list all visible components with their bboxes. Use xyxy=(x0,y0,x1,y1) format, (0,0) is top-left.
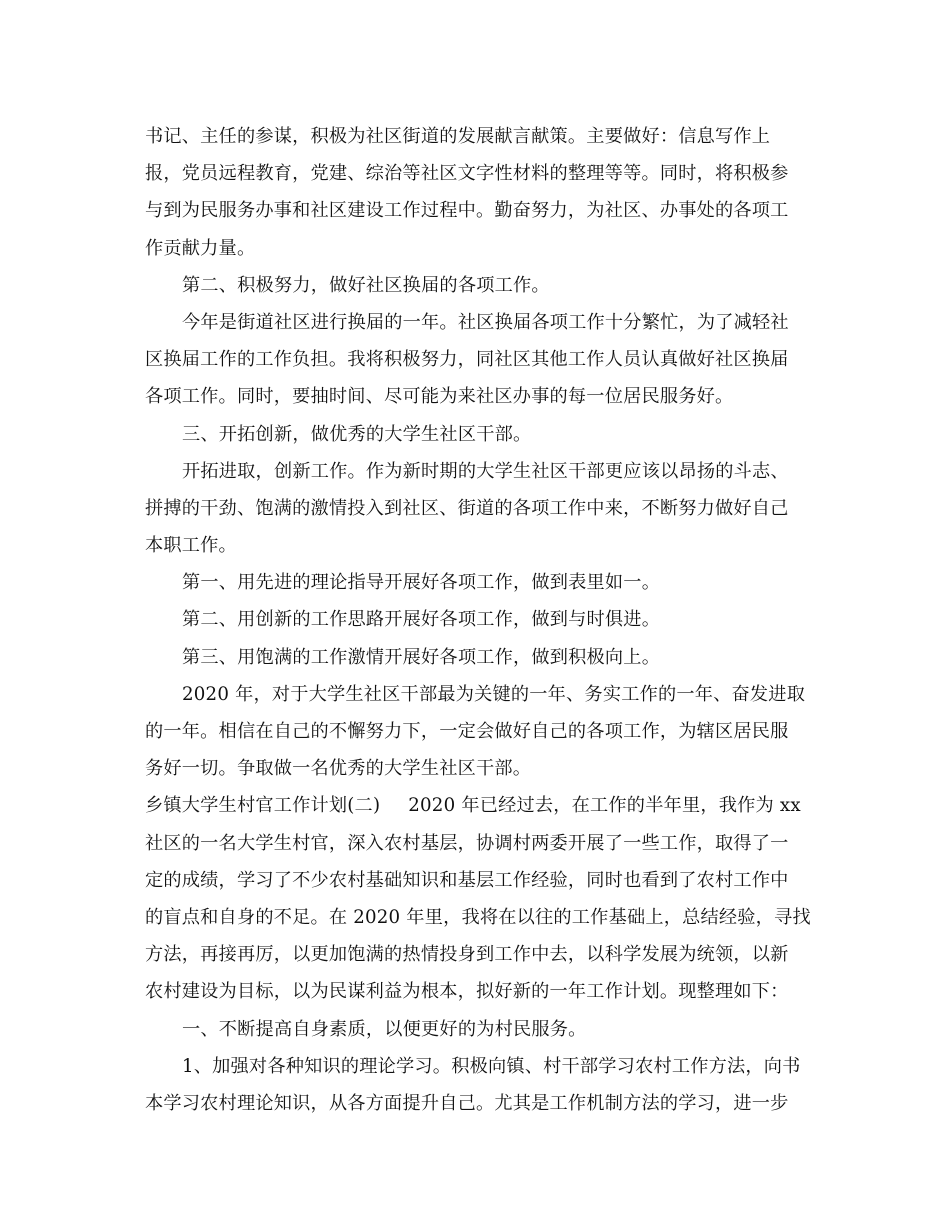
section-heading-line xyxy=(145,787,809,824)
text-line: 书记、主任的参谋，积极为社区街道的发展献言献策。主要做好：信息写作上 xyxy=(145,126,771,147)
text-line: 定的成绩，学习了不少农村基础知识和基层工作经验，同时也看到了农村工作中 xyxy=(145,869,789,891)
text-line: 一、不断提高自身素质，以便更好的为村民服务。 xyxy=(182,1018,587,1040)
text-line: 三、开拓创新，做优秀的大学生社区干部。 xyxy=(182,423,532,445)
section-first-line: 2020 年已经过去，在工作的半年里，我作为 xx xyxy=(408,795,801,817)
text-line: 开拓进取，创新工作。作为新时期的大学生社区干部更应该以昂扬的斗志、 xyxy=(182,460,789,482)
paragraph-group-part-two xyxy=(145,825,809,1123)
paragraph-group-part-one xyxy=(145,118,809,787)
text-line: 第二、积极努力，做好社区换届的各项工作。 xyxy=(182,274,550,296)
text-line: 1、加强对各种知识的理论学习。积极向镇、村干部学习农村工作方法，向书 xyxy=(182,1055,801,1077)
text-line: 第三、用饱满的工作激情开展好各项工作，做到积极向上。 xyxy=(182,646,661,668)
text-line: 今年是街道社区进行换届的一年。社区换届各项工作十分繁忙，为了减轻社 xyxy=(182,311,789,333)
text-line: 的一年。相信在自己的不懈努力下，一定会做好自己的各项工作，为辖区居民服 xyxy=(145,721,789,742)
text-line: 各项工作。同时，要抽时间、尽可能为来社区办事的每一位居民服务好。 xyxy=(145,386,734,408)
text-line: 第一、用先进的理论指导开展好各项工作，做到表里如一。 xyxy=(182,572,661,594)
text-line: 作贡献力量。 xyxy=(145,237,256,259)
section-title: 乡镇大学生村官工作计划(二) xyxy=(145,795,381,817)
text-line: 方法，再接再厉，以更加饱满的热情投身到工作中去，以科学发展为统领，以新 xyxy=(145,944,789,966)
text-line: 务好一切。争取做一名优秀的大学生社区干部。 xyxy=(145,758,532,780)
text-line: 区换届工作的工作负担。我将积极努力，同社区其他工作人员认真做好社区换届 xyxy=(145,349,789,371)
text-line: 本学习农村理论知识，从各方面提升自己。尤其是工作机制方法的学习，进一步 xyxy=(145,1092,789,1114)
document-body xyxy=(145,118,809,1122)
text-line: 与到为民服务办事和社区建设工作过程中。勤奋努力，为社区、办事处的各项工 xyxy=(145,200,789,222)
text-line: 第二、用创新的工作思路开展好各项工作，做到与时俱进。 xyxy=(182,609,661,631)
text-line: 社区的一名大学生村官，深入农村基层，协调村两委开展了一些工作，取得了一 xyxy=(145,832,789,854)
text-line: 报，党员远程教育，党建、综治等社区文字性材料的整理等等。同时，将积极参 xyxy=(145,163,789,185)
text-line: 拼搏的干劲、饱满的激情投入到社区、街道的各项工作中来，不断努力做好自己 xyxy=(145,497,789,519)
text-line: 本职工作。 xyxy=(145,535,237,557)
text-line: 农村建设为目标，以为民谋利益为根本，拟好新的一年工作计划。现整理如下： xyxy=(145,981,789,1003)
text-line: 2020 年，对于大学生社区干部最为关键的一年、务实工作的一年、奋发进取 xyxy=(182,683,806,705)
text-line: 的盲点和自身的不足。在 2020 年里，我将在以往的工作基础上，总结经验，寻找 xyxy=(145,906,811,928)
